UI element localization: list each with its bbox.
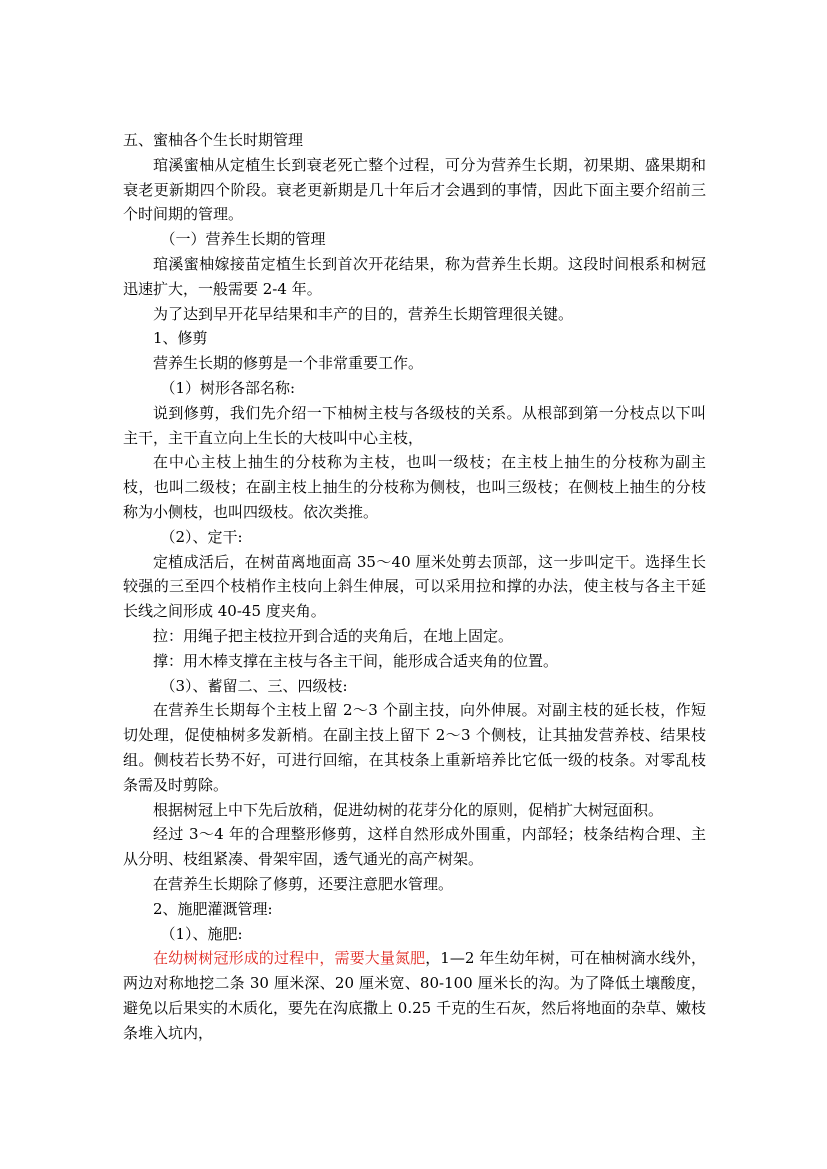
- fertilize-text: ，1—2 年生幼年树，可在柚树滴水线外，两边对称地挖二条 30 厘米深、20 厘米宽、80-100 厘米长的沟。为了降低土壤酸度，避免以后果实的木质化，要先在沟底撒上 0.25 千克的生石灰，然后将地面的杂草、嫩枝条堆入坑内，: [123, 949, 706, 1042]
- water-paragraph: 在营养生长期除了修剪，还要注意肥水管理。: [153, 874, 454, 893]
- branches-paragraph: 在营养生长期每个主枝上留 2～3 个副主技，向外伸展。对副主枝的延长枝，作短切处理，促使柚树多发新梢。在副主技上留下 2～3 个侧枝，让其抽发营养枝、结果枝组。侧枝若长势不好，可进行回缩，在其枝条上重新培养比它低一级的枝条。对零乱枝条需及时剪除。: [123, 701, 706, 794]
- item-tree-names: （1）树形各部名称:: [160, 378, 296, 397]
- document-page: [123, 128, 706, 1045]
- shape-paragraph: 经过 3～4 年的合理整形修剪，这样自然形成外围重，内部轻；枝条结构合理、主从分明、枝组紧凑、骨架牢固，透气通光的高产树架。: [123, 825, 706, 869]
- prop-paragraph: 撑：用木棒支撑在主枝与各主干间，能形成合适夹角的位置。: [153, 651, 559, 670]
- crown-paragraph: 根据树冠上中下先后放稍，促进幼树的花芽分化的原则，促梢扩大树冠面积。: [153, 800, 664, 819]
- item-trunk: （2）、定干:: [160, 527, 243, 546]
- names-paragraph-2: 在中心主枝上抽生的分枝称为主枝，也叫一级枝；在主枝上抽生的分枝称为副主枝，也叫二级枝；在副主枝上抽生的分枝称为侧枝，也叫三级枝；在侧枝上抽生的分枝称为小侧枝，也叫四级枝。依次类推。: [123, 453, 706, 521]
- pruning-heading: 1、修剪: [153, 329, 208, 348]
- item-branches: （3）、蓄留二、三、四级枝:: [160, 676, 348, 695]
- pull-paragraph: 拉：用绳子把主枝拉开到合适的夹角后，在地上固定。: [153, 626, 514, 645]
- item-fertilize: （1）、施肥:: [160, 924, 243, 943]
- purpose-paragraph: 为了达到早开花早结果和丰产的目的，营养生长期管理很关键。: [153, 304, 574, 323]
- fertilize-heading: 2、施肥灌溉管理:: [153, 899, 273, 918]
- names-paragraph-1: 说到修剪，我们先介绍一下柚树主枝与各级枝的关系。从根部到第一分枝点以下叫主干，主干直立向上生长的大枝叫中心主枝，: [123, 403, 706, 447]
- pruning-paragraph: 营养生长期的修剪是一个非常重要工作。: [153, 354, 424, 373]
- subsection-title: （一）营养生长期的管理: [160, 230, 326, 249]
- trunk-paragraph: 定植成活后，在树苗离地面高 35～40 厘米处剪去顶部，这一步叫定干。选择生长较强的三至四个枝梢作主枝向上斜生伸展，可以采用拉和撑的办法，使主枝与各主干延长线之间形成 40-45 度夹角。: [123, 552, 706, 621]
- highlighted-text: 在幼树树冠形成的过程中，需要大量氮肥: [153, 949, 426, 968]
- definition-paragraph: 琯溪蜜柚嫁接苗定植生长到首次开花结果，称为营养生长期。这段时间根系和树冠迅速扩大，一般需要 2-4 年。: [123, 254, 706, 298]
- section-heading: 五、蜜柚各个生长时期管理: [123, 131, 304, 149]
- intro-paragraph: 琯溪蜜柚从定植生长到衰老死亡整个过程，可分为营养生长期，初果期、盛果期和衰老更新期四个阶段。衰老更新期是几十年后才会遇到的事情，因此下面主要介绍前三个时间期的管理。: [123, 155, 706, 224]
- fertilize-paragraph: [123, 946, 706, 1045]
